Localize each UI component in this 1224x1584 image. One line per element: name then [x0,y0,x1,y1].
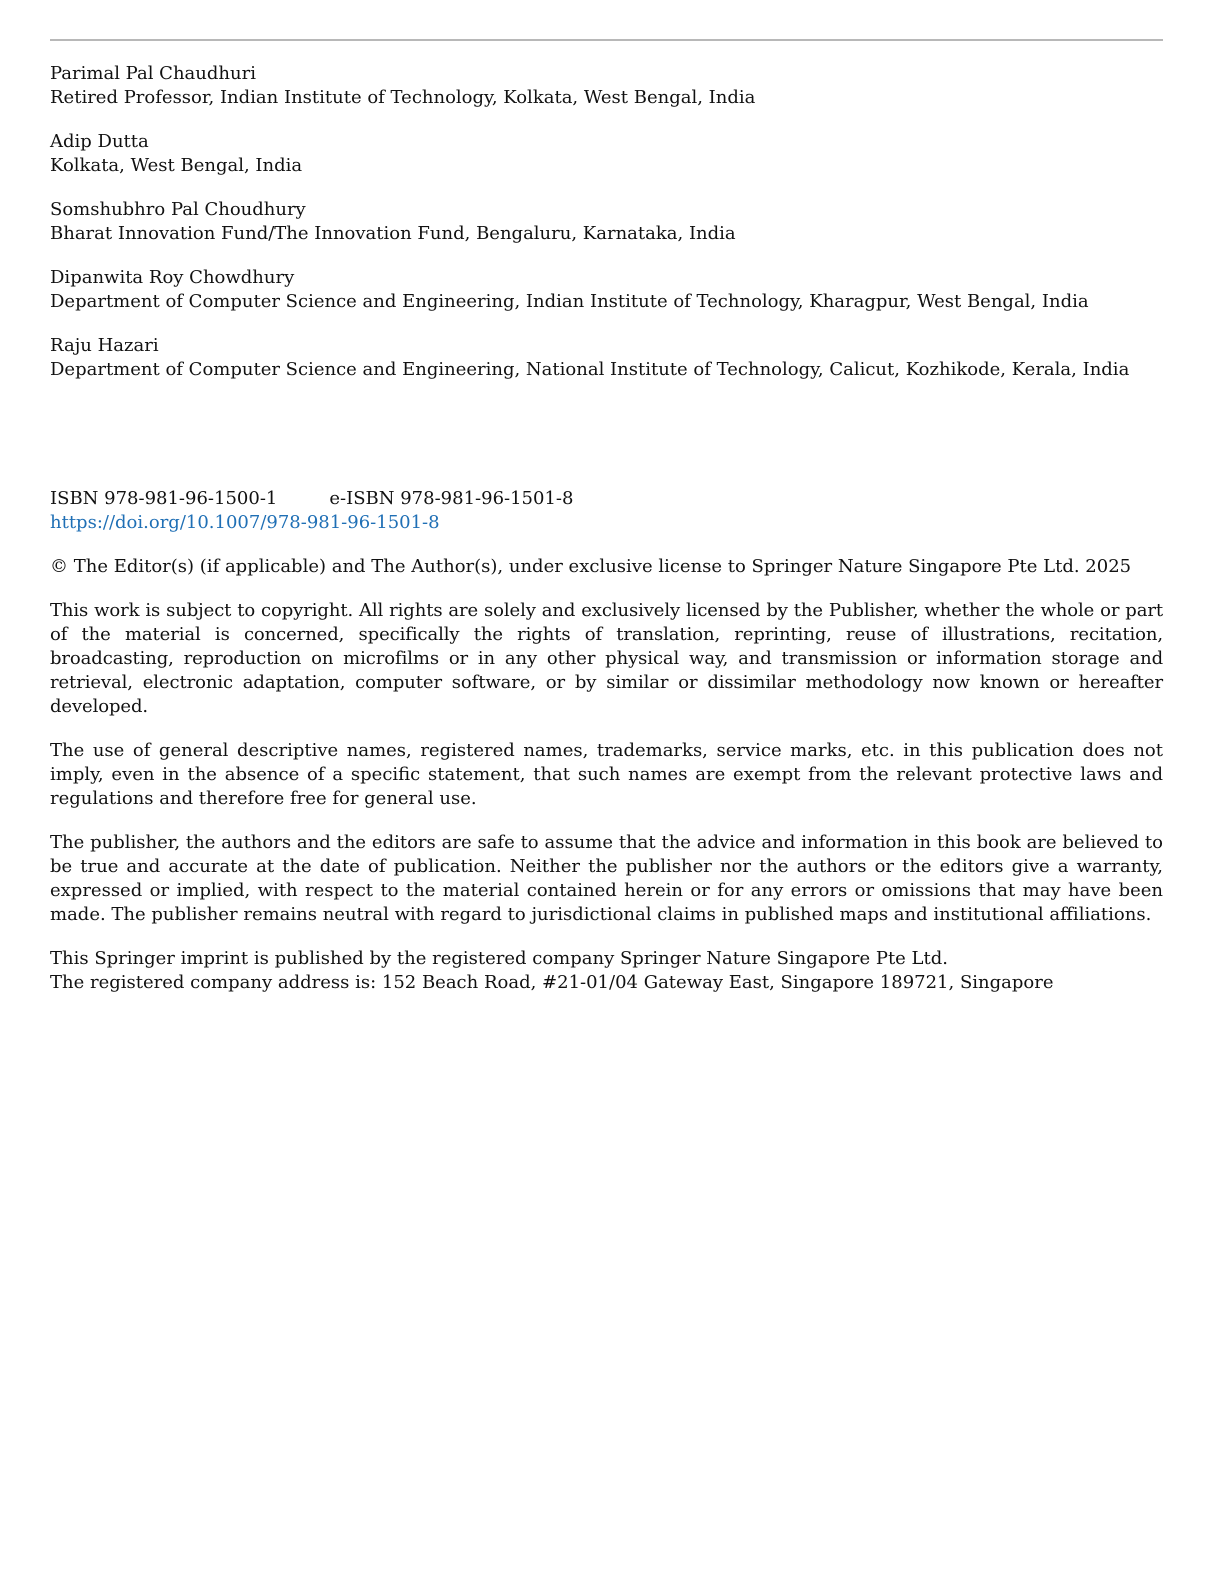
imprint-info [50,947,1163,995]
author-entry [50,130,1163,178]
author-affiliation: Kolkata, West Bengal, India [50,155,303,176]
author-name: Raju Hazari [50,335,159,356]
isbn: ISBN 978-981-96-1500-1 [50,488,278,509]
author-affiliations [50,62,1163,402]
author-entry [50,266,1163,314]
imprint-line: This Springer imprint is published by the registered company Springer Nature Singapore Pte Ltd. [50,948,948,969]
author-entry [50,62,1163,110]
publication-info [50,487,1163,995]
author-name: Somshubhro Pal Choudhury [50,199,306,220]
author-entry [50,334,1163,382]
copyright-notice-paragraph: This work is subject to copyright. All rights are solely and exclusively licensed by the Publisher, whether the whole or part of the material is concerned, specifically the rights of translation, reprinting, reuse of illustrations, recitation, broadcasting, reproduction on microfilms or in any other physical way, and transmission or information storage and retrieval, electronic adaptation, computer software, or by similar or dissimilar methodology now known or hereafter developed. [50,600,1163,717]
copyright-page [50,0,1163,1584]
top-rule [50,39,1163,41]
author-name: Dipanwita Roy Chowdhury [50,267,295,288]
author-affiliation: Department of Computer Science and Engineering, National Institute of Technology, Calicut, Kozhikode, Kerala, India [50,359,1130,380]
author-name: Adip Dutta [50,131,149,152]
author-affiliation: Bharat Innovation Fund/The Innovation Fund, Bengaluru, Karnataka, India [50,223,736,244]
eisbn: e-ISBN 978-981-96-1501-8 [329,488,574,509]
doi-link[interactable]: https://doi.org/10.1007/978-981-96-1501-8 [50,512,440,533]
imprint-address: The registered company address is: 152 Beach Road, #21-01/04 Gateway East, Singapore 189721, Singapore [50,972,1054,993]
trademark-notice-paragraph: The use of general descriptive names, registered names, trademarks, service marks, etc. in this publication does not imply, even in the absence of a specific statement, that such names are exempt from the relevant protective laws and regulations and therefore free for general use. [50,740,1163,809]
disclaimer-paragraph: The publisher, the authors and the editors are safe to assume that the advice and information in this book are believed to be true and accurate at the date of publication. Neither the publisher nor the authors or the editors give a warranty, expressed or implied, with respect to the material contained herein or for any errors or omissions that may have been made. The publisher remains neutral with regard to jurisdictional claims in published maps and institutional affiliations. [50,832,1163,925]
author-affiliation: Retired Professor, Indian Institute of Technology, Kolkata, West Bengal, India [50,87,756,108]
author-entry [50,198,1163,246]
copyright-statement: © The Editor(s) (if applicable) and The Author(s), under exclusive license to Springer Nature Singapore Pte Ltd. 2025 [50,556,1132,577]
isbn-row [50,487,1163,511]
author-name: Parimal Pal Chaudhuri [50,63,256,84]
author-affiliation: Department of Computer Science and Engineering, Indian Institute of Technology, Kharagpur, West Bengal, India [50,291,1089,312]
